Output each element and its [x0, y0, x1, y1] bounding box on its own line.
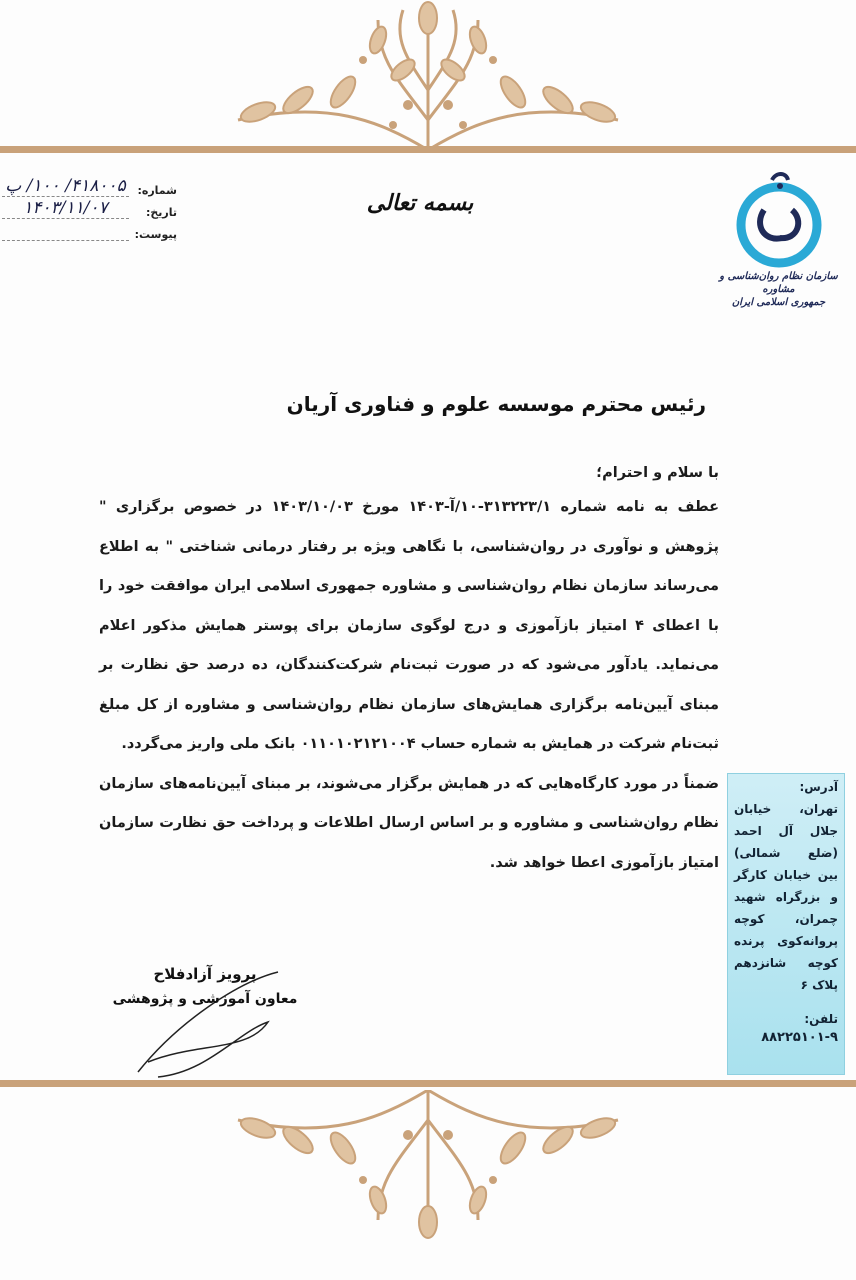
paragraph-1: عطف به نامه شماره ۳۱۳۲۲۳/۱-۱۰/آ-۱۴۰۳ مورخ ۱۴۰۳/۱۰/۰۳ در خصوص برگزاری " پژوهش و نوآوری در روان‌شناسی، با نگاهی ویژه بر رفتار درمانی شناختی " به اطلاع می‌رساند سازمان نظام روان‌شناسی و مشاوره جمهوری اسلامی ایران موافقت خود را با اعطای ۴ امتیاز بازآموزی و درج لوگوی سازمان برای پوستر همایش مذکور اعلام می‌نماید. یادآور می‌شود که در صورت ثبت‌نام شرکت‌کنندگان، ده درصد حق نظارت بر مبنای آیین‌نامه برگزاری همایش‌های سازمان نظام روان‌شناسی و مشاوره از کل مبلغ ثبت‌نام شرکت در همایش به شماره حساب ۰۱۱۰۱۰۲۱۲۱۰۰۴ بانک ملی واریز می‌گردد.: [99, 499, 719, 752]
attachment-label: پیوست:: [134, 228, 177, 241]
attachment-row: [2, 219, 177, 241]
date-row: [2, 197, 177, 219]
basmala-heading: بسمه تعالی: [366, 190, 474, 216]
bottom-floral-ornament: [178, 1090, 678, 1240]
address-sidebar: [727, 773, 845, 1075]
paragraph-2: ضمناً در مورد کارگاه‌هایی که در همایش برگزار می‌شوند، بر مبنای آیین‌نامه‌های سازمان نظام روان‌شناسی و مشاوره و بر اساس ارسال اطلاعات و پرداخت حق نظارت سازمان امتیاز بازآموزی اعطا خواهد شد.: [99, 775, 719, 871]
phone-number: ۸۸۲۲۵۱۰۱-۹: [761, 1030, 838, 1045]
address-text: تهران، خیابان جلال آل احمد (ضلع شمالی) بین خیابان کارگر و بزرگراه شهید چمران، کوچه پروانه‌کوی پرنده کوچه شانزدهم پلاک ۶: [734, 802, 838, 992]
date-value: ۱۴۰۳/۱۱/۰۷: [2, 198, 129, 219]
address-label: آدرس:: [799, 780, 838, 794]
letter-meta: [2, 175, 177, 241]
top-floral-ornament: [178, 0, 678, 150]
phone-label: تلفن:: [804, 1012, 838, 1026]
organization-emblem-icon: [724, 170, 834, 270]
bottom-gold-band: [0, 1080, 856, 1087]
logo-line-2: جمهوری اسلامی ایران: [731, 297, 826, 308]
signatory-title: معاون آموزشی و پژوهشی: [112, 991, 298, 1007]
floral-icon: [178, 1090, 678, 1240]
floral-icon: [178, 0, 678, 150]
logo-line-1: سازمان نظام روان‌شناسی و مشاوره: [719, 271, 838, 295]
greeting: با سلام و احترام؛: [596, 465, 719, 481]
signatory-name: پرویز آزادفلاح: [153, 965, 257, 983]
number-value: ۴۱۸۰۰۵/ ۱۰۰/ پ: [2, 176, 129, 197]
number-row: [2, 175, 177, 197]
letter-body: [99, 458, 719, 883]
attachment-value: [2, 224, 129, 241]
top-gold-band: [0, 146, 856, 153]
signature-block: [105, 965, 305, 1007]
number-label: شماره:: [137, 184, 177, 197]
date-label: تاریخ:: [145, 206, 177, 219]
recipient-title: رئیس محترم موسسه علوم و فناوری آریان: [286, 392, 706, 416]
organization-logo: [716, 170, 841, 309]
